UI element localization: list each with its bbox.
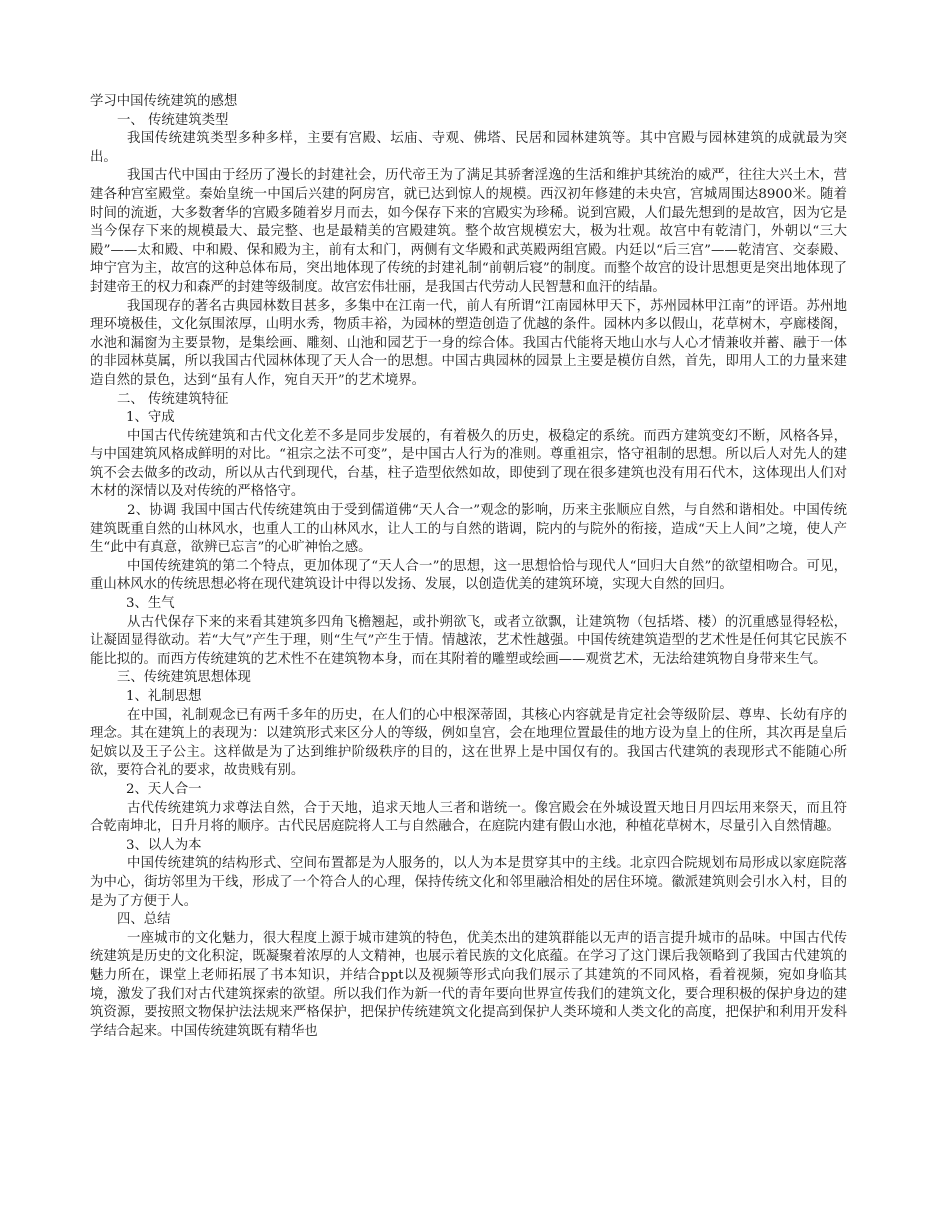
paragraph: 一座城市的文化魅力，很大程度上源于城市建筑的特色，优美杰出的建筑群能以无声的语言提升城市的品味。中国古代传统建筑是历史的文化积淀，既凝聚着浓厚的人文精神，也展示着民族的文化底蕴。在学习了这门课后我领略到了我国古代建筑的魅力所在，课堂上老师拓展了书本知识，并结合ppt以及视频等形式向我们展示了其建筑的不同风格，看着视频，宛如身临其境，激发了我们对古代建筑探索的欲望。所以我们作为新一代的青年要向世界宣传我们的建筑文化，要合理积极的保护身边的建筑资源，要按照文物保护法法规来严格保护，把保护传统建筑文化提高到保护人类环境和人类文化的高度，把保护和利用开发科学结合起来。中国传统建筑既有精华也	[90, 930, 847, 1039]
document-title: 学习中国传统建筑的感想	[90, 94, 238, 109]
paragraph: 我国古代中国由于经历了漫长的封建社会，历代帝王为了满足其骄奢淫逸的生活和维护其统治的威严，往往大兴土木，营建各种宫室殿堂。秦始皇统一中国后兴建的阿房宫，就已达到惊人的规模。西汉初年修建的未央宫，宫城周围达8900米。随着时间的流逝，大多数奢华的宫殿多随着岁月而去，如今保存下来的宫殿实为珍稀。说到宫殿，人们最先想到的是故宫，因为它是当今保存下来的规模最大、最完整、也是最精美的宫殿建筑。整个故宫规模宏大，极为壮观。故宫中有乾清门，外朝以“三大殿”——太和殿、中和殿、保和殿为主，前有太和门，两侧有文华殿和武英殿两组宫殿。内廷以“后三宫”——乾清宫、交泰殿、坤宁宫为主，故宫的这种总体布局，突出地体现了传统的封建礼制“前朝后寝”的制度。而整个故宫的设计思想更是突出地体现了封建帝王的权力和森严的封建等级制度。故宫宏伟壮丽，是我国古代劳动人民智慧和血汗的结晶。	[90, 168, 847, 295]
subheading-vitality: 3、生气	[126, 596, 175, 612]
paragraph: 古代传统建筑力求尊法自然，合于天地，追求天地人三者和谐统一。像宫殿会在外城设置天地日月四坛用来祭天，而且符合乾南坤北，日升月将的顺序。古代民居庭院将人工与自然融合，在庭院内建有假山水池，种植花草树木，尽量引入自然情趣。	[90, 800, 847, 835]
section-heading-summary: 四、总结	[117, 912, 171, 928]
paragraph: 2、协调 我国中国古代传统建筑由于受到儒道佛“天人合一”观念的影响，历来主张顺应自然，与自然和谐相处。中国传统建筑既重自然的山林风水，也重人工的山林风水，让人工的与自然的谐调，院内的与院外的衔接，造成“天上人间”之境，使人产生“此中有真意，欲辨已忘言”的心旷神怡之感。	[90, 503, 847, 556]
paragraph: 中国传统建筑的结构形式、空间布置都是为人服务的，以人为本是贯穿其中的主线。北京四合院规划布局形成以家庭院落为中心，街坊邻里为干线，形成了一个符合人的心理，保持传统文化和邻里融洽相处的居住环境。徽派建筑则会引水入村，目的是为了方便于人。	[90, 856, 847, 909]
subheading-ritual: 1、礼制思想	[126, 689, 202, 704]
paragraph: 在中国，礼制观念已有两千多年的历史，在人们的心中根深蒂固，其核心内容就是肯定社会等级阶层、尊卑、长幼有序的理念。其在建筑上的表现为：以建筑形式来区分人的等级，例如皇宫，会在地理位置最佳的地方设为皇上的住所，其次再是皇后妃嫔以及王子公主。这样做是为了达到维护阶级秩序的目的，这在世界上是中国仅有的。我国古代建筑的表现形式不能随心所欲，要符合礼的要求，故贵贱有别。	[90, 707, 847, 779]
paragraph: 中国传统建筑的第二个特点，更加体现了“天人合一”的思想，这一思想恰恰与现代人“回归大自然”的欲望相吻合。可见，重山林风水的传统思想必将在现代建筑设计中得以发扬、发展，以创造优美的建筑环境，实现大自然的回归。	[90, 558, 847, 593]
subheading-harmony: 2、天人合一	[126, 781, 202, 797]
paragraph: 中国古代传统建筑和古代文化差不多是同步发展的，有着极久的历史，极稳定的系统。而西方建筑变幻不断，风格各异，与中国建筑风格成鲜明的对比。“祖宗之法不可变”，是中国古人行为的准则。尊重祖宗，恪守祖制的思想。所以后人对先人的建筑不会去做多的改动，所以从古代到现代，台基，柱子造型依然如故，即使到了现在很多建筑也没有用石代木，这体现出人们对木材的深情以及对传统的严格恪守。	[90, 428, 847, 500]
section-heading-features: 二、 传统建筑特征	[117, 391, 229, 407]
section-heading-types: 一、 传统建筑类型	[117, 112, 229, 128]
subheading-conservation: 1、守成	[126, 410, 175, 426]
paragraph: 我国传统建筑类型多种多样，主要有宫殿、坛庙、寺观、佛塔、民居和园林建筑等。其中宫殿与园林建筑的成就最为突出。	[90, 131, 847, 165]
subheading-people: 3、以人为本	[126, 837, 202, 853]
section-heading-thought: 三、传统建筑思想体现	[117, 670, 251, 686]
paragraph: 从古代保存下来的来看其建筑多四角飞檐翘起，或扑朔欲飞，或者立欲飘，让建筑物（包括塔、楼）的沉重感显得轻松，让凝固显得欲动。若“大气”产生于理，则“生气”产生于情。情越浓，艺术性越强。中国传统建筑造型的艺术性是任何其它民族不能比拟的。而西方传统建筑的艺术性不在建筑物本身，而在其附着的雕塑或绘画——观赏艺术，无法给建筑物自身带来生气。	[90, 614, 847, 667]
paragraph: 我国现存的著名古典园林数目甚多，多集中在江南一代，前人有所谓“江南园林甲天下，苏州园林甲江南”的评语。苏州地理环境极佳，文化氛围浓厚，山明水秀，物质丰裕，为园林的塑造创造了优越的条件。园林内多以假山，花草树木，亭廊楼阁，水池和漏窗为主要景物，是集绘画、雕刻、山池和园艺于一身的综合体。我国古代能将天地山水与人心才情兼收并蓄、融于一体的非园林莫属，所以我国古代园林体现了天人合一的思想。中国古典园林的园景上主要是模仿自然，首先，即用人工的力量来建造自然的景色，达到“虽有人作，宛自天开”的艺术境界。	[90, 298, 847, 388]
